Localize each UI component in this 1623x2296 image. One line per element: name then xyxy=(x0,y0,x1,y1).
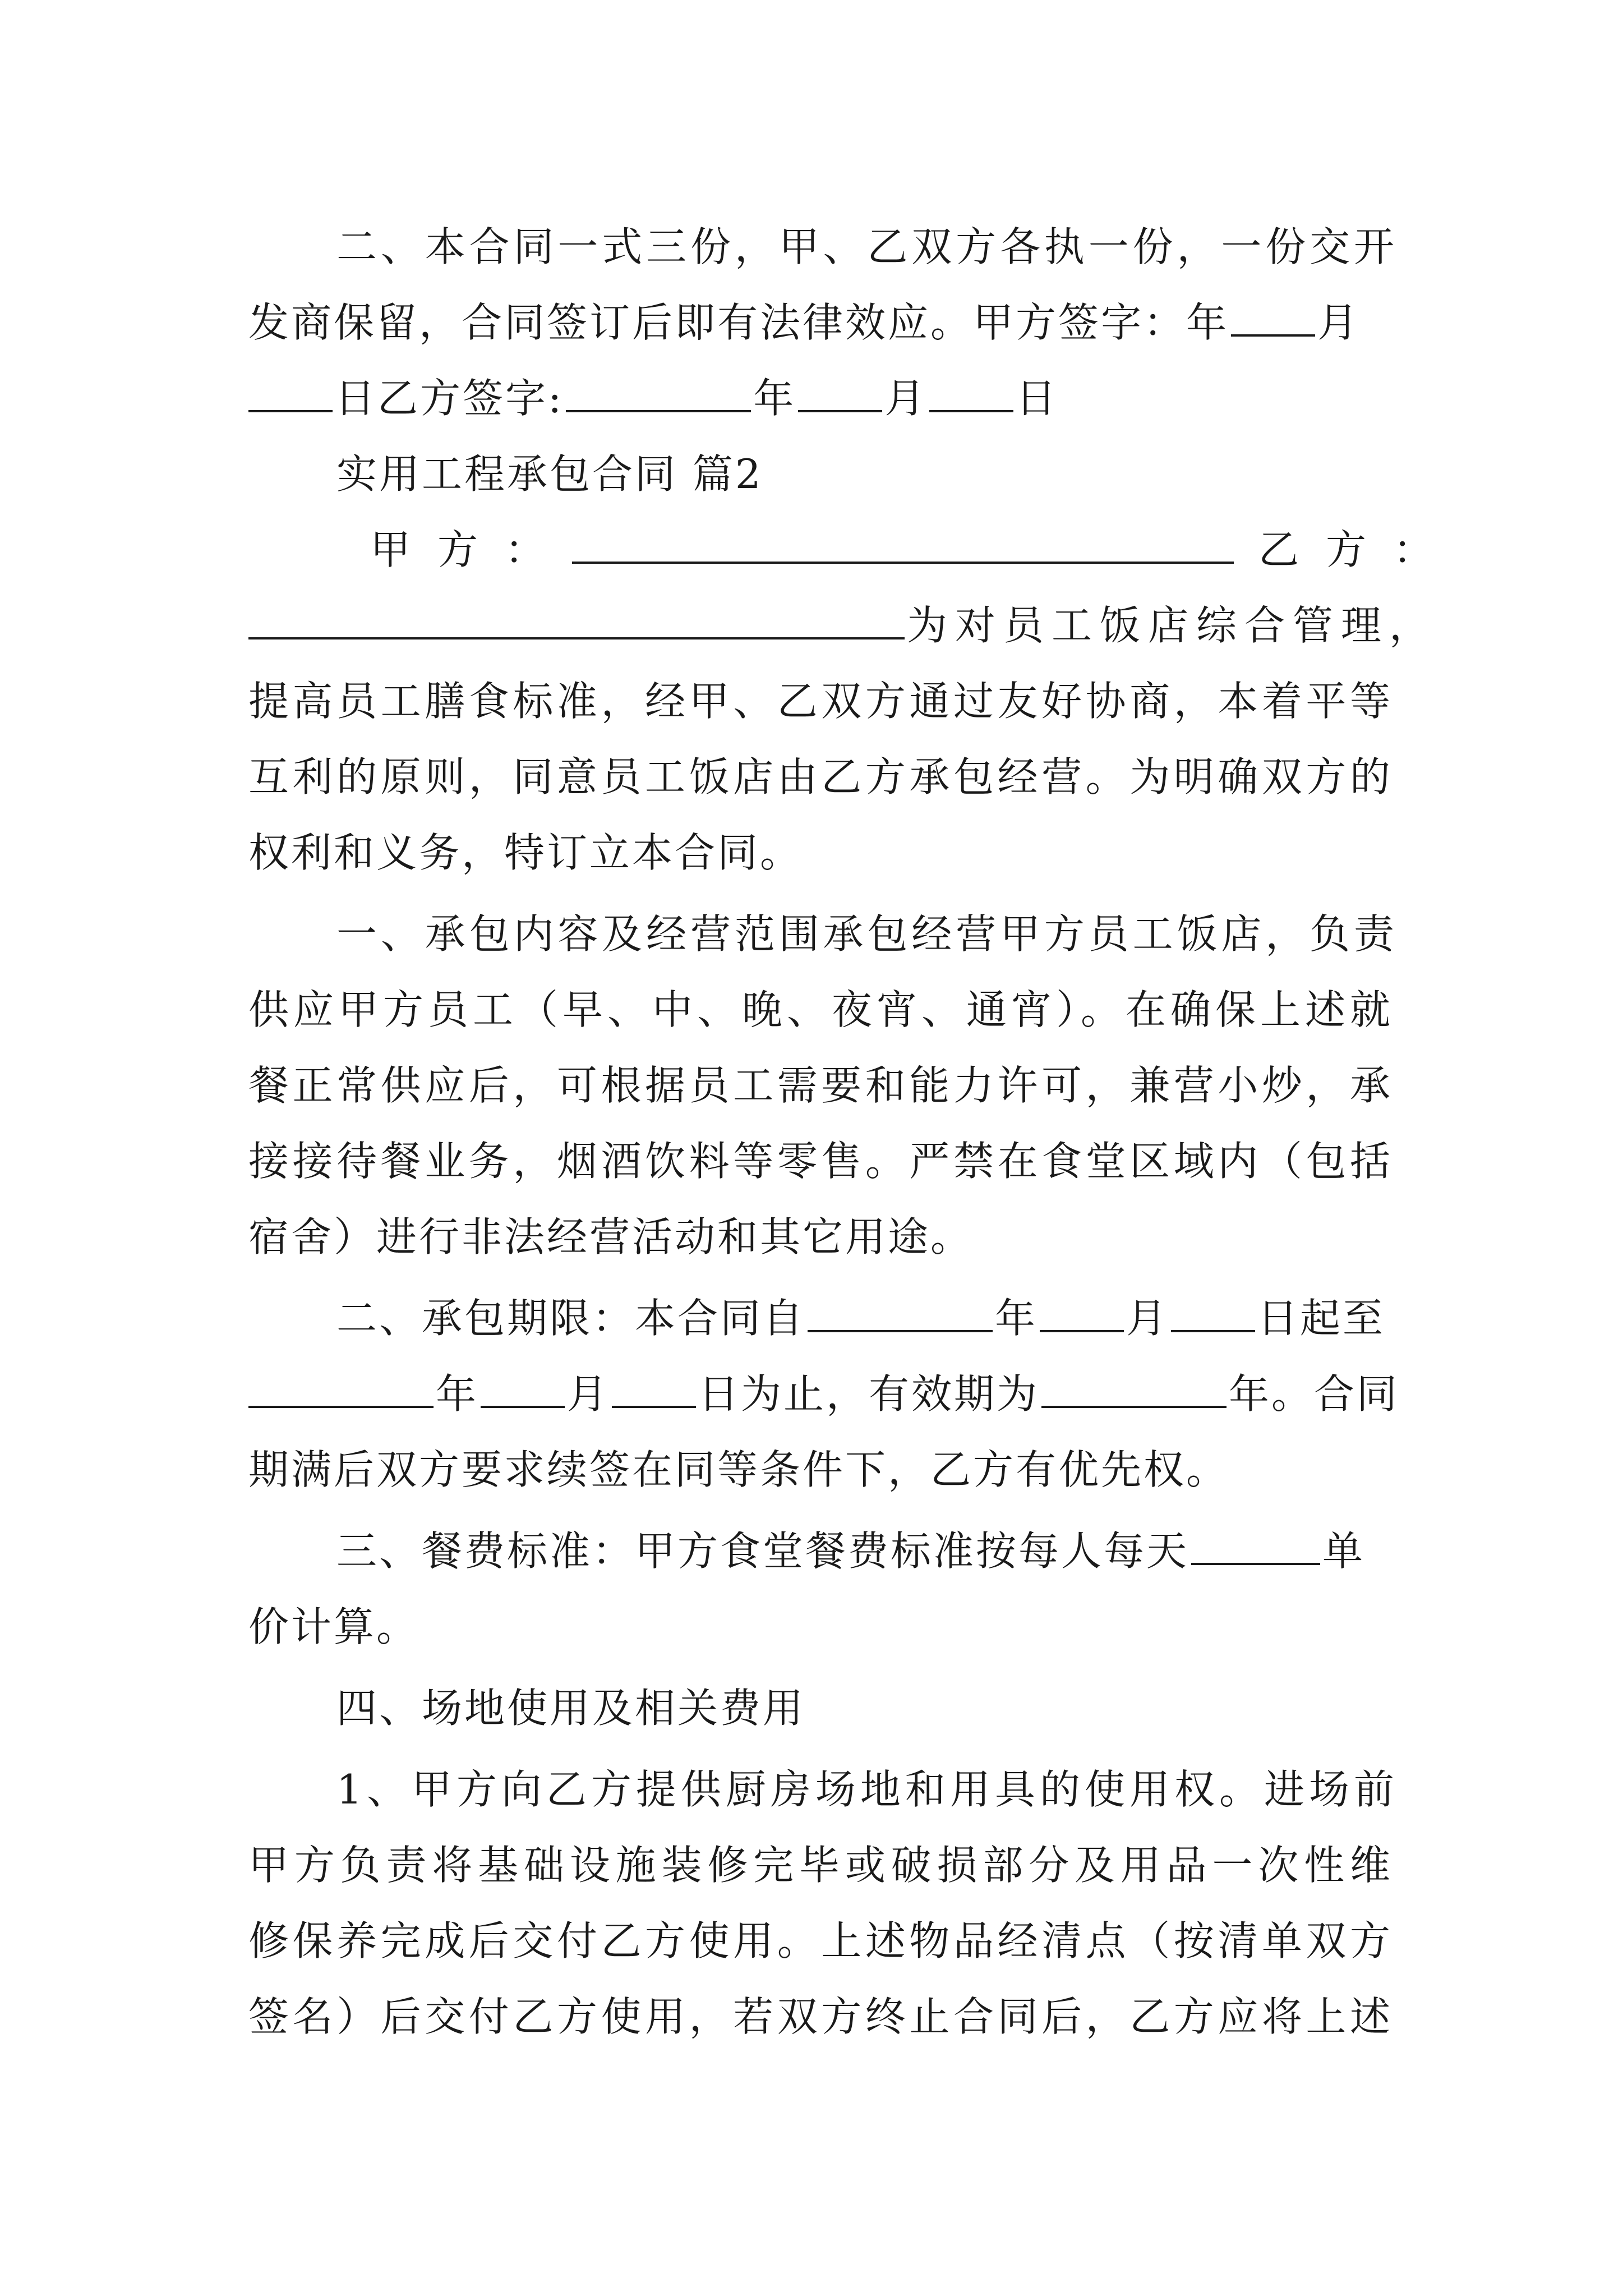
fill-blank[interactable] xyxy=(566,375,751,412)
text: 修保养完成后交付乙方使用。上述物品经清点（按清单双方 xyxy=(248,1917,1393,1964)
paragraph-line xyxy=(336,1290,1396,1346)
paragraph-line xyxy=(248,1209,1393,1265)
paragraph-line xyxy=(248,749,1393,805)
paragraph-line xyxy=(248,1366,1400,1422)
text: 发商保留，合同签订后即有法律效应。甲方签字：年 xyxy=(248,299,1229,346)
text: 日起至 xyxy=(1257,1295,1386,1342)
text: 餐正常供应后，可根据员工需要和能力许可，兼营小炒，承 xyxy=(248,1062,1393,1109)
text: 月 xyxy=(1317,299,1361,346)
text: 供应甲方员工（早、中、晚、夜宵、通宵）。在确保上述就 xyxy=(248,986,1393,1033)
paragraph-line xyxy=(336,1761,1396,1818)
paragraph-line xyxy=(248,1133,1393,1189)
paragraph-line xyxy=(248,673,1393,729)
paragraph-line xyxy=(336,906,1396,962)
text: 实用工程承包合同 篇2 xyxy=(336,450,763,498)
fill-blank[interactable] xyxy=(929,375,1013,412)
paragraph-line xyxy=(248,982,1393,1038)
text: 三、餐费标准：甲方食堂餐费标准按每人每天 xyxy=(336,1527,1189,1575)
text: 互利的原则，同意员工饭店由乙方承包经营。为明确双方的 xyxy=(248,753,1393,800)
fill-blank[interactable] xyxy=(248,375,333,412)
fill-blank[interactable] xyxy=(1191,1528,1320,1565)
text: 二、本合同一式三份，甲、乙双方各执一份，一份交开 xyxy=(336,223,1396,270)
fill-blank[interactable] xyxy=(1041,1371,1227,1408)
text: 日乙方签字: xyxy=(335,375,564,422)
text: 为对员工饭店综合管理， xyxy=(907,602,1438,649)
text: 二、承包期限：本合同自 xyxy=(336,1295,806,1342)
text: 单 xyxy=(1322,1527,1366,1575)
text: 月 xyxy=(884,375,928,422)
paragraph-line xyxy=(248,1057,1393,1114)
text: 日 xyxy=(1016,375,1059,422)
text: 甲方负责将基础设施装修完毕或破损部分及用品一次性维 xyxy=(248,1842,1393,1889)
fill-blank[interactable] xyxy=(1040,1295,1124,1332)
text: 接接待餐业务，烟酒饮料等零售。严禁在食堂区域内（包括 xyxy=(248,1138,1393,1185)
text: 一、承包内容及经营范围承包经营甲方员工饭店，负责 xyxy=(336,910,1396,958)
paragraph-line xyxy=(248,1989,1393,2045)
party-b-label: 乙方： xyxy=(1258,526,1461,573)
text: 年 xyxy=(753,375,796,422)
fill-blank[interactable] xyxy=(481,1371,565,1408)
text: 月 xyxy=(1126,1295,1169,1342)
fill-blank[interactable] xyxy=(798,375,882,412)
text: 签名）后交付乙方使用，若双方终止合同后，乙方应将上述 xyxy=(248,1993,1393,2040)
paragraph-line xyxy=(248,295,1393,351)
paragraph-line xyxy=(336,1523,1396,1579)
text: 年。合同 xyxy=(1229,1370,1400,1418)
fill-blank[interactable] xyxy=(612,1371,696,1408)
text: 价计算。 xyxy=(248,1603,419,1650)
text: 提高员工膳食标准，经甲、乙双方通过友好协商，本着平等 xyxy=(248,678,1393,725)
paragraph-line xyxy=(248,597,1438,654)
paragraph-line xyxy=(248,1837,1393,1893)
fill-blank[interactable] xyxy=(248,1371,434,1408)
paragraph-line xyxy=(248,1442,1393,1498)
party-a-label: 甲方： xyxy=(370,526,573,573)
text: 期满后双方要求续签在同等条件下，乙方有优先权。 xyxy=(248,1446,1229,1493)
section-title xyxy=(336,446,1396,502)
text: 权利和义务，特订立本合同。 xyxy=(248,829,803,876)
text: 宿舍）进行非法经营活动和其它用途。 xyxy=(248,1213,974,1260)
fill-blank[interactable] xyxy=(1231,300,1315,337)
paragraph-line xyxy=(336,1680,1396,1736)
paragraph-line xyxy=(248,1913,1393,1969)
text: 年 xyxy=(995,1295,1038,1342)
paragraph-line xyxy=(248,825,1393,881)
text: 月 xyxy=(567,1370,610,1418)
text: 日为止，有效期为 xyxy=(698,1370,1040,1418)
party-b-blank[interactable] xyxy=(248,602,905,639)
text: 年 xyxy=(436,1370,479,1418)
paragraph-line xyxy=(336,219,1396,275)
paragraph-line xyxy=(248,1599,1393,1655)
party-a-blank[interactable] xyxy=(572,527,1234,564)
text: 四、场地使用及相关费用 xyxy=(336,1685,806,1732)
party-line xyxy=(370,522,1461,578)
text: 1、甲方向乙方提供厨房场地和用具的使用权。进场前 xyxy=(336,1766,1396,1813)
fill-blank[interactable] xyxy=(808,1295,993,1332)
fill-blank[interactable] xyxy=(1171,1295,1255,1332)
paragraph-line xyxy=(248,370,1393,426)
